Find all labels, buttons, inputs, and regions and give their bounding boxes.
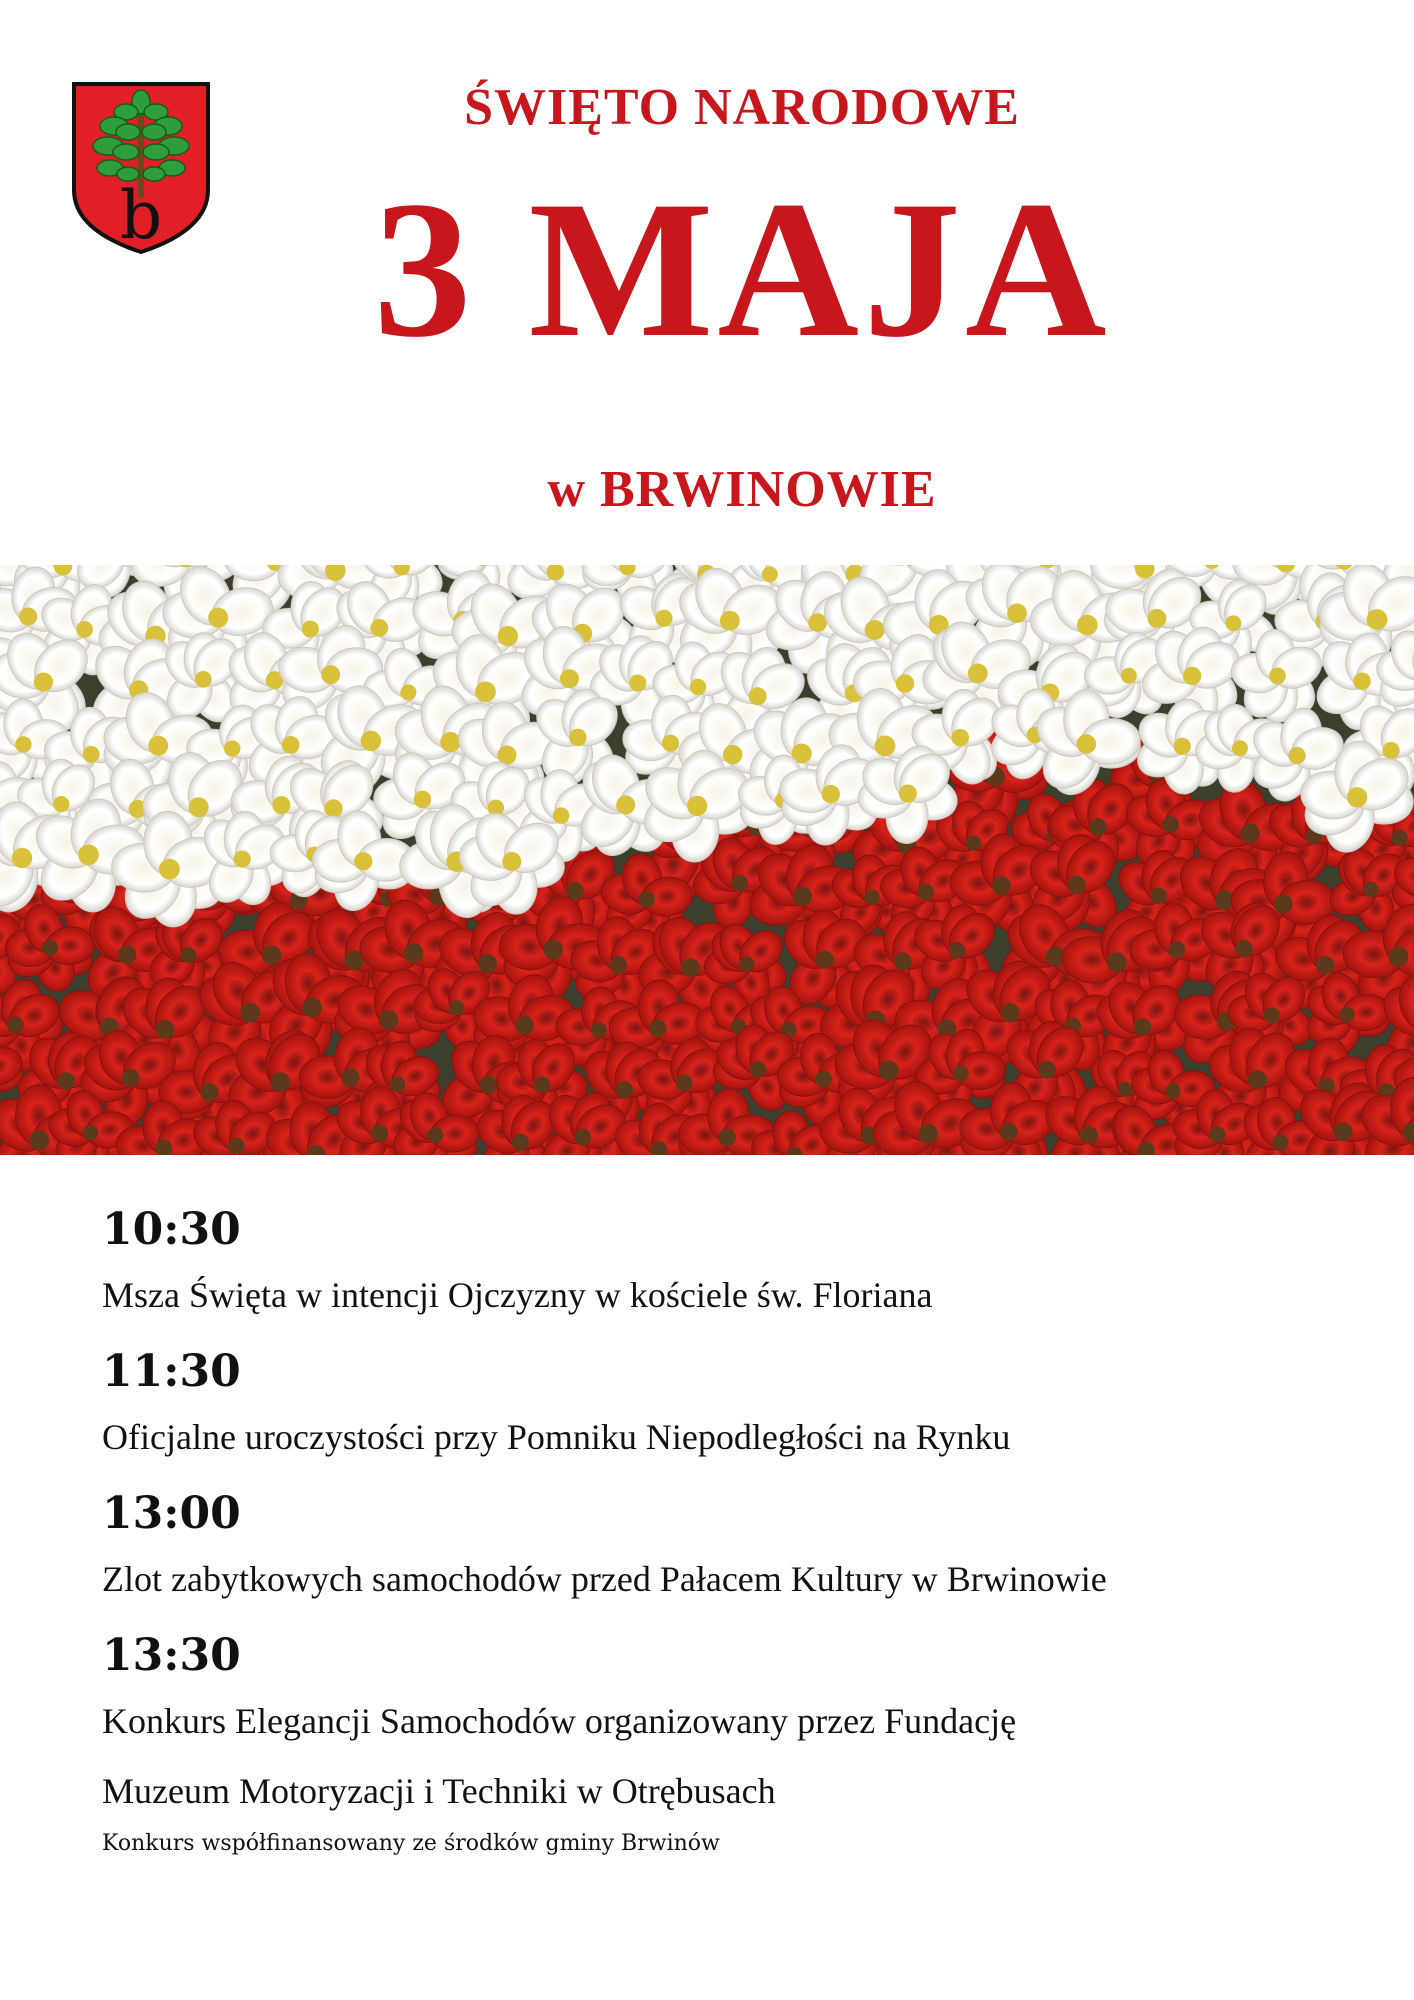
schedule-time: 10:30 [102,1204,241,1255]
schedule-item [102,1200,1374,1330]
event-place: w BRWINOWIE [547,461,937,518]
schedule-description: Muzeum Motoryzacji i Techniki w Otrębusach [102,1771,776,1811]
schedule-item [102,1342,1374,1472]
schedule [102,1200,1374,1862]
event-subtitle: ŚWIĘTO NARODOWE [464,79,1020,136]
event-title: 3 MAJA [373,161,1111,378]
schedule-item [102,1484,1374,1614]
tulip-flag-photo [0,565,1414,1155]
schedule-description: Msza Święta w intencji Ojczyzny w kościele św. Floriana [102,1275,933,1315]
footnote: Konkurs współfinansowany ze środków gminy Brwinów [102,1831,720,1856]
coat-letter: b [119,177,163,254]
schedule-description: Oficjalne uroczystości przy Pomniku Niepodległości na Rynku [102,1417,1011,1457]
tulip-image [0,565,1414,1155]
schedule-time: 13:00 [102,1488,241,1539]
schedule-time: 11:30 [102,1346,241,1397]
schedule-description: Zlot zabytkowych samochodów przed Pałacem Kultury w Brwinowie [102,1559,1107,1599]
schedule-description: Konkurs Elegancji Samochodów organizowany przez Fundację [102,1701,1017,1741]
schedule-time: 13:30 [102,1630,241,1681]
schedule-item [102,1626,1374,1826]
